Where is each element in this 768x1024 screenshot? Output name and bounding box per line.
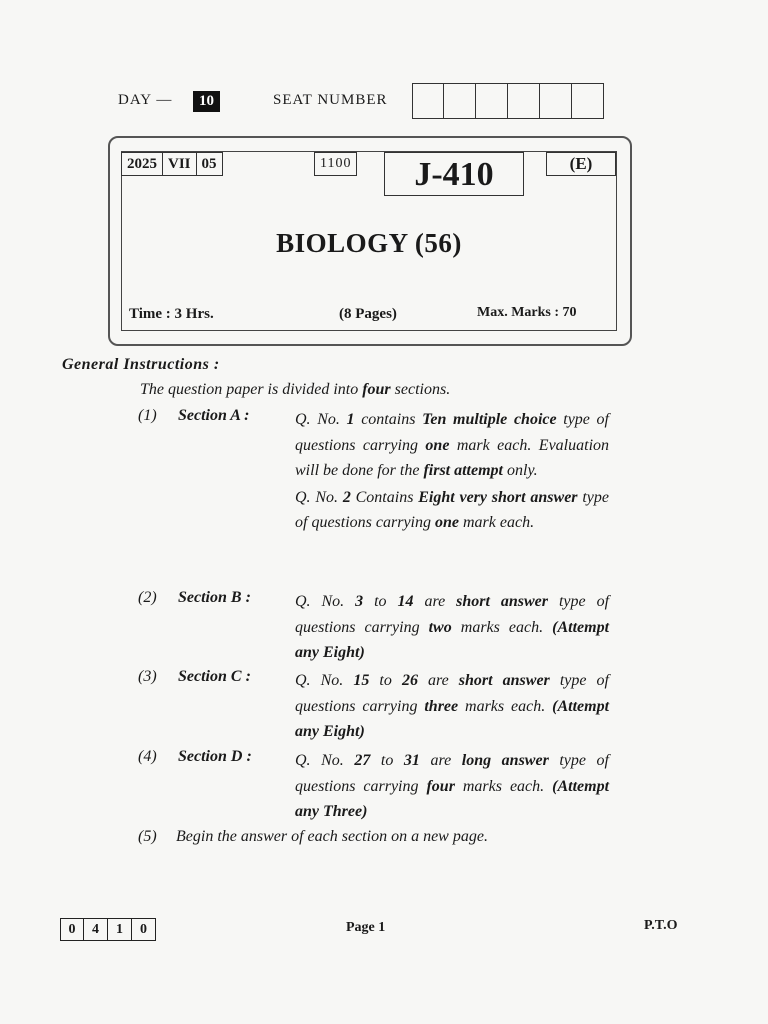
- page-count: (8 Pages): [339, 306, 397, 322]
- intro-bold: four: [362, 381, 391, 398]
- item-body: [295, 589, 609, 667]
- day-label: DAY —: [118, 92, 173, 108]
- seat-digit-box[interactable]: [476, 83, 508, 119]
- item-number: (3): [138, 668, 157, 685]
- emphasis-text: (Attempt any Eight): [295, 697, 610, 740]
- instructions-title: General Instructions :: [62, 356, 220, 373]
- page-number: Page 1: [346, 920, 386, 935]
- item-body: [295, 668, 609, 746]
- emphasis-text: (Attempt any Eight): [295, 618, 610, 661]
- language-code: (E): [546, 152, 616, 176]
- emphasis-text: 3: [355, 593, 364, 610]
- emphasis-text: two: [428, 618, 452, 636]
- emphasis-text: (Attempt any Three): [295, 777, 610, 820]
- instructions-intro: [140, 381, 450, 399]
- item-body: [295, 748, 609, 826]
- footer-paper-code: [60, 918, 156, 941]
- emphasis-text: 27: [354, 752, 371, 769]
- paper-code: J-410: [384, 152, 524, 196]
- emphasis-text: 1: [346, 411, 355, 428]
- item-number: (5): [138, 828, 157, 845]
- item-paragraph: Q. No. 3 to 14 are short answer type of questions carrying two marks each. (Attempt any Eight): [295, 593, 610, 661]
- exam-date-code: [121, 152, 223, 176]
- date-month: VII: [163, 153, 197, 175]
- exam-time: Time : 3 Hrs.: [129, 306, 214, 322]
- item-number: (2): [138, 589, 157, 606]
- section-label: Section A :: [178, 407, 250, 424]
- emphasis-text: three: [424, 697, 459, 715]
- code-digit: 0: [60, 918, 84, 941]
- emphasis-text: 15: [353, 672, 370, 689]
- emphasis-text: first attempt: [423, 462, 503, 479]
- emphasis-text: short answer: [456, 593, 549, 610]
- intro-text: The question paper is divided into: [140, 381, 363, 398]
- item-paragraph: Q. No. 15 to 26 are short answer type of questions carrying three marks each. (Attempt any Eight): [295, 672, 610, 740]
- max-marks: Max. Marks : 70: [477, 305, 577, 320]
- code-digit: 1: [108, 918, 132, 941]
- date-year: 2025: [122, 153, 163, 175]
- date-day: 05: [201, 156, 217, 172]
- emphasis-text: Eight very short answer: [418, 488, 578, 506]
- session-id: 1100: [320, 156, 352, 171]
- emphasis-text: long answer: [461, 752, 549, 769]
- seat-digit-box[interactable]: [540, 83, 572, 119]
- section-label: Section D :: [178, 748, 252, 765]
- emphasis-text: one: [435, 514, 459, 531]
- item-number: (1): [138, 407, 157, 424]
- emphasis-text: short answer: [458, 672, 550, 689]
- seat-number-label: SEAT NUMBER: [273, 92, 388, 108]
- item-paragraph: Q. No. 27 to 31 are long answer type of questions carrying four marks each. (Attempt any Three): [295, 752, 610, 820]
- emphasis-text: 14: [397, 593, 414, 610]
- seat-digit-box[interactable]: [444, 83, 476, 119]
- subject-title: BIOLOGY (56): [276, 228, 462, 258]
- section-label: Section C :: [178, 668, 251, 685]
- day-number: 10: [193, 91, 220, 112]
- please-turn-over: P.T.O: [644, 918, 678, 933]
- item-number: (4): [138, 748, 157, 765]
- item-paragraph: Q. No. 1 contains Ten multiple choice type of questions carrying one mark each. Evaluation will be done for the first attempt only.: [295, 411, 610, 479]
- item-paragraph: Q. No. 2 Contains Eight very short answer type of questions carrying one mark each.: [295, 488, 609, 531]
- emphasis-text: one: [425, 436, 450, 454]
- emphasis-text: 31: [403, 752, 420, 769]
- emphasis-text: 26: [401, 672, 418, 689]
- emphasis-text: Ten multiple choice: [422, 411, 557, 428]
- intro-text-end: sections.: [390, 381, 451, 398]
- seat-digit-box[interactable]: [572, 83, 604, 119]
- item-body: [295, 407, 609, 537]
- code-digit: 4: [84, 918, 108, 941]
- emphasis-text: four: [426, 777, 455, 795]
- code-digit: 0: [132, 918, 156, 941]
- session-id-box: [314, 152, 357, 176]
- emphasis-text: 2: [342, 488, 351, 506]
- item-text: Begin the answer of each section on a new page.: [176, 828, 488, 845]
- seat-digit-box[interactable]: [412, 83, 444, 119]
- section-label: Section B :: [178, 589, 251, 606]
- seat-digit-box[interactable]: [508, 83, 540, 119]
- seat-number-boxes[interactable]: [412, 83, 604, 119]
